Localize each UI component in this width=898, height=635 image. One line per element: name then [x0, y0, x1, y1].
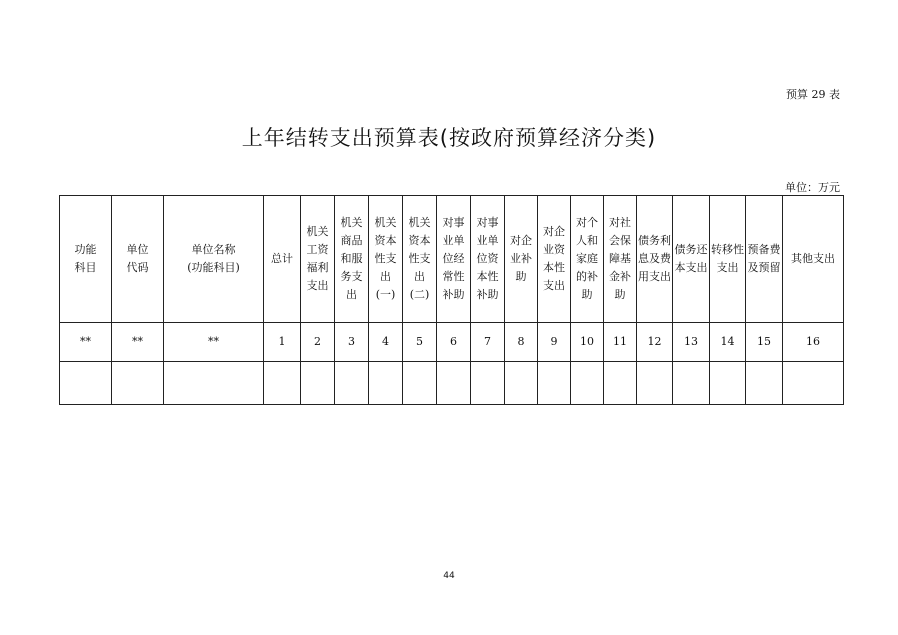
header-cell: 转移性 支出 [710, 196, 746, 323]
budget-table [59, 195, 844, 405]
table-cell [637, 362, 673, 405]
header-cell: 单位 代码 [112, 196, 164, 323]
table-cell [604, 362, 637, 405]
table-number: 预算 29 表 [786, 88, 840, 101]
page-number: 44 [443, 571, 455, 581]
header-cell: 机关 资本 性支 出 (二) [403, 196, 437, 323]
table-cell: 4 [369, 323, 403, 362]
header-cell: 对个 人和 家庭 的补 助 [571, 196, 604, 323]
table-cell: 9 [538, 323, 571, 362]
header-cell: 其他支出 [783, 196, 844, 323]
table-cell [112, 362, 164, 405]
table-cell: 2 [301, 323, 335, 362]
header-cell: 机关 商品 和服 务支 出 [335, 196, 369, 323]
table-cell [60, 362, 112, 405]
table-cell [264, 362, 301, 405]
header-cell: 债务利 息及费 用支出 [637, 196, 673, 323]
table-cell: 3 [335, 323, 369, 362]
table-cell: 16 [783, 323, 844, 362]
table-cell [471, 362, 505, 405]
table-cell: 1 [264, 323, 301, 362]
header-cell: 对社 会保 障基 金补 助 [604, 196, 637, 323]
table-cell [403, 362, 437, 405]
header-cell: 功能 科目 [60, 196, 112, 323]
table-cell: 7 [471, 323, 505, 362]
table-cell: ** [164, 323, 264, 362]
table-cell [571, 362, 604, 405]
header-cell: 机关 资本 性支 出 (一) [369, 196, 403, 323]
table-cell [437, 362, 471, 405]
header-cell: 总计 [264, 196, 301, 323]
table-cell [673, 362, 710, 405]
table-cell: 10 [571, 323, 604, 362]
table-cell: 14 [710, 323, 746, 362]
header-cell: 预备费 及预留 [746, 196, 783, 323]
table-cell [746, 362, 783, 405]
table-cell: 6 [437, 323, 471, 362]
table-cell [335, 362, 369, 405]
table-cell [783, 362, 844, 405]
table-cell: 12 [637, 323, 673, 362]
table-cell: 8 [505, 323, 538, 362]
header-cell: 对企 业补 助 [505, 196, 538, 323]
table-cell: 15 [746, 323, 783, 362]
header-cell: 单位名称 (功能科目) [164, 196, 264, 323]
header-cell: 对企 业资 本性 支出 [538, 196, 571, 323]
table-cell [164, 362, 264, 405]
table-cell: ** [60, 323, 112, 362]
header-cell: 债务还 本支出 [673, 196, 710, 323]
table-cell [505, 362, 538, 405]
column-number-row [60, 323, 844, 362]
unit-label: 单位：万元 [785, 181, 840, 194]
page-title: 上年结转支出预算表(按政府预算经济分类) [241, 126, 657, 150]
table-cell [710, 362, 746, 405]
header-cell: 对事 业单 位经 常性 补助 [437, 196, 471, 323]
table-cell [369, 362, 403, 405]
empty-data-row [60, 362, 844, 405]
header-cell: 机关 工资 福利 支出 [301, 196, 335, 323]
table-cell [538, 362, 571, 405]
table-cell: 13 [673, 323, 710, 362]
table-cell [301, 362, 335, 405]
table-cell: 11 [604, 323, 637, 362]
header-row [60, 196, 844, 323]
header-cell: 对事 业单 位资 本性 补助 [471, 196, 505, 323]
table-cell: 5 [403, 323, 437, 362]
table-cell: ** [112, 323, 164, 362]
